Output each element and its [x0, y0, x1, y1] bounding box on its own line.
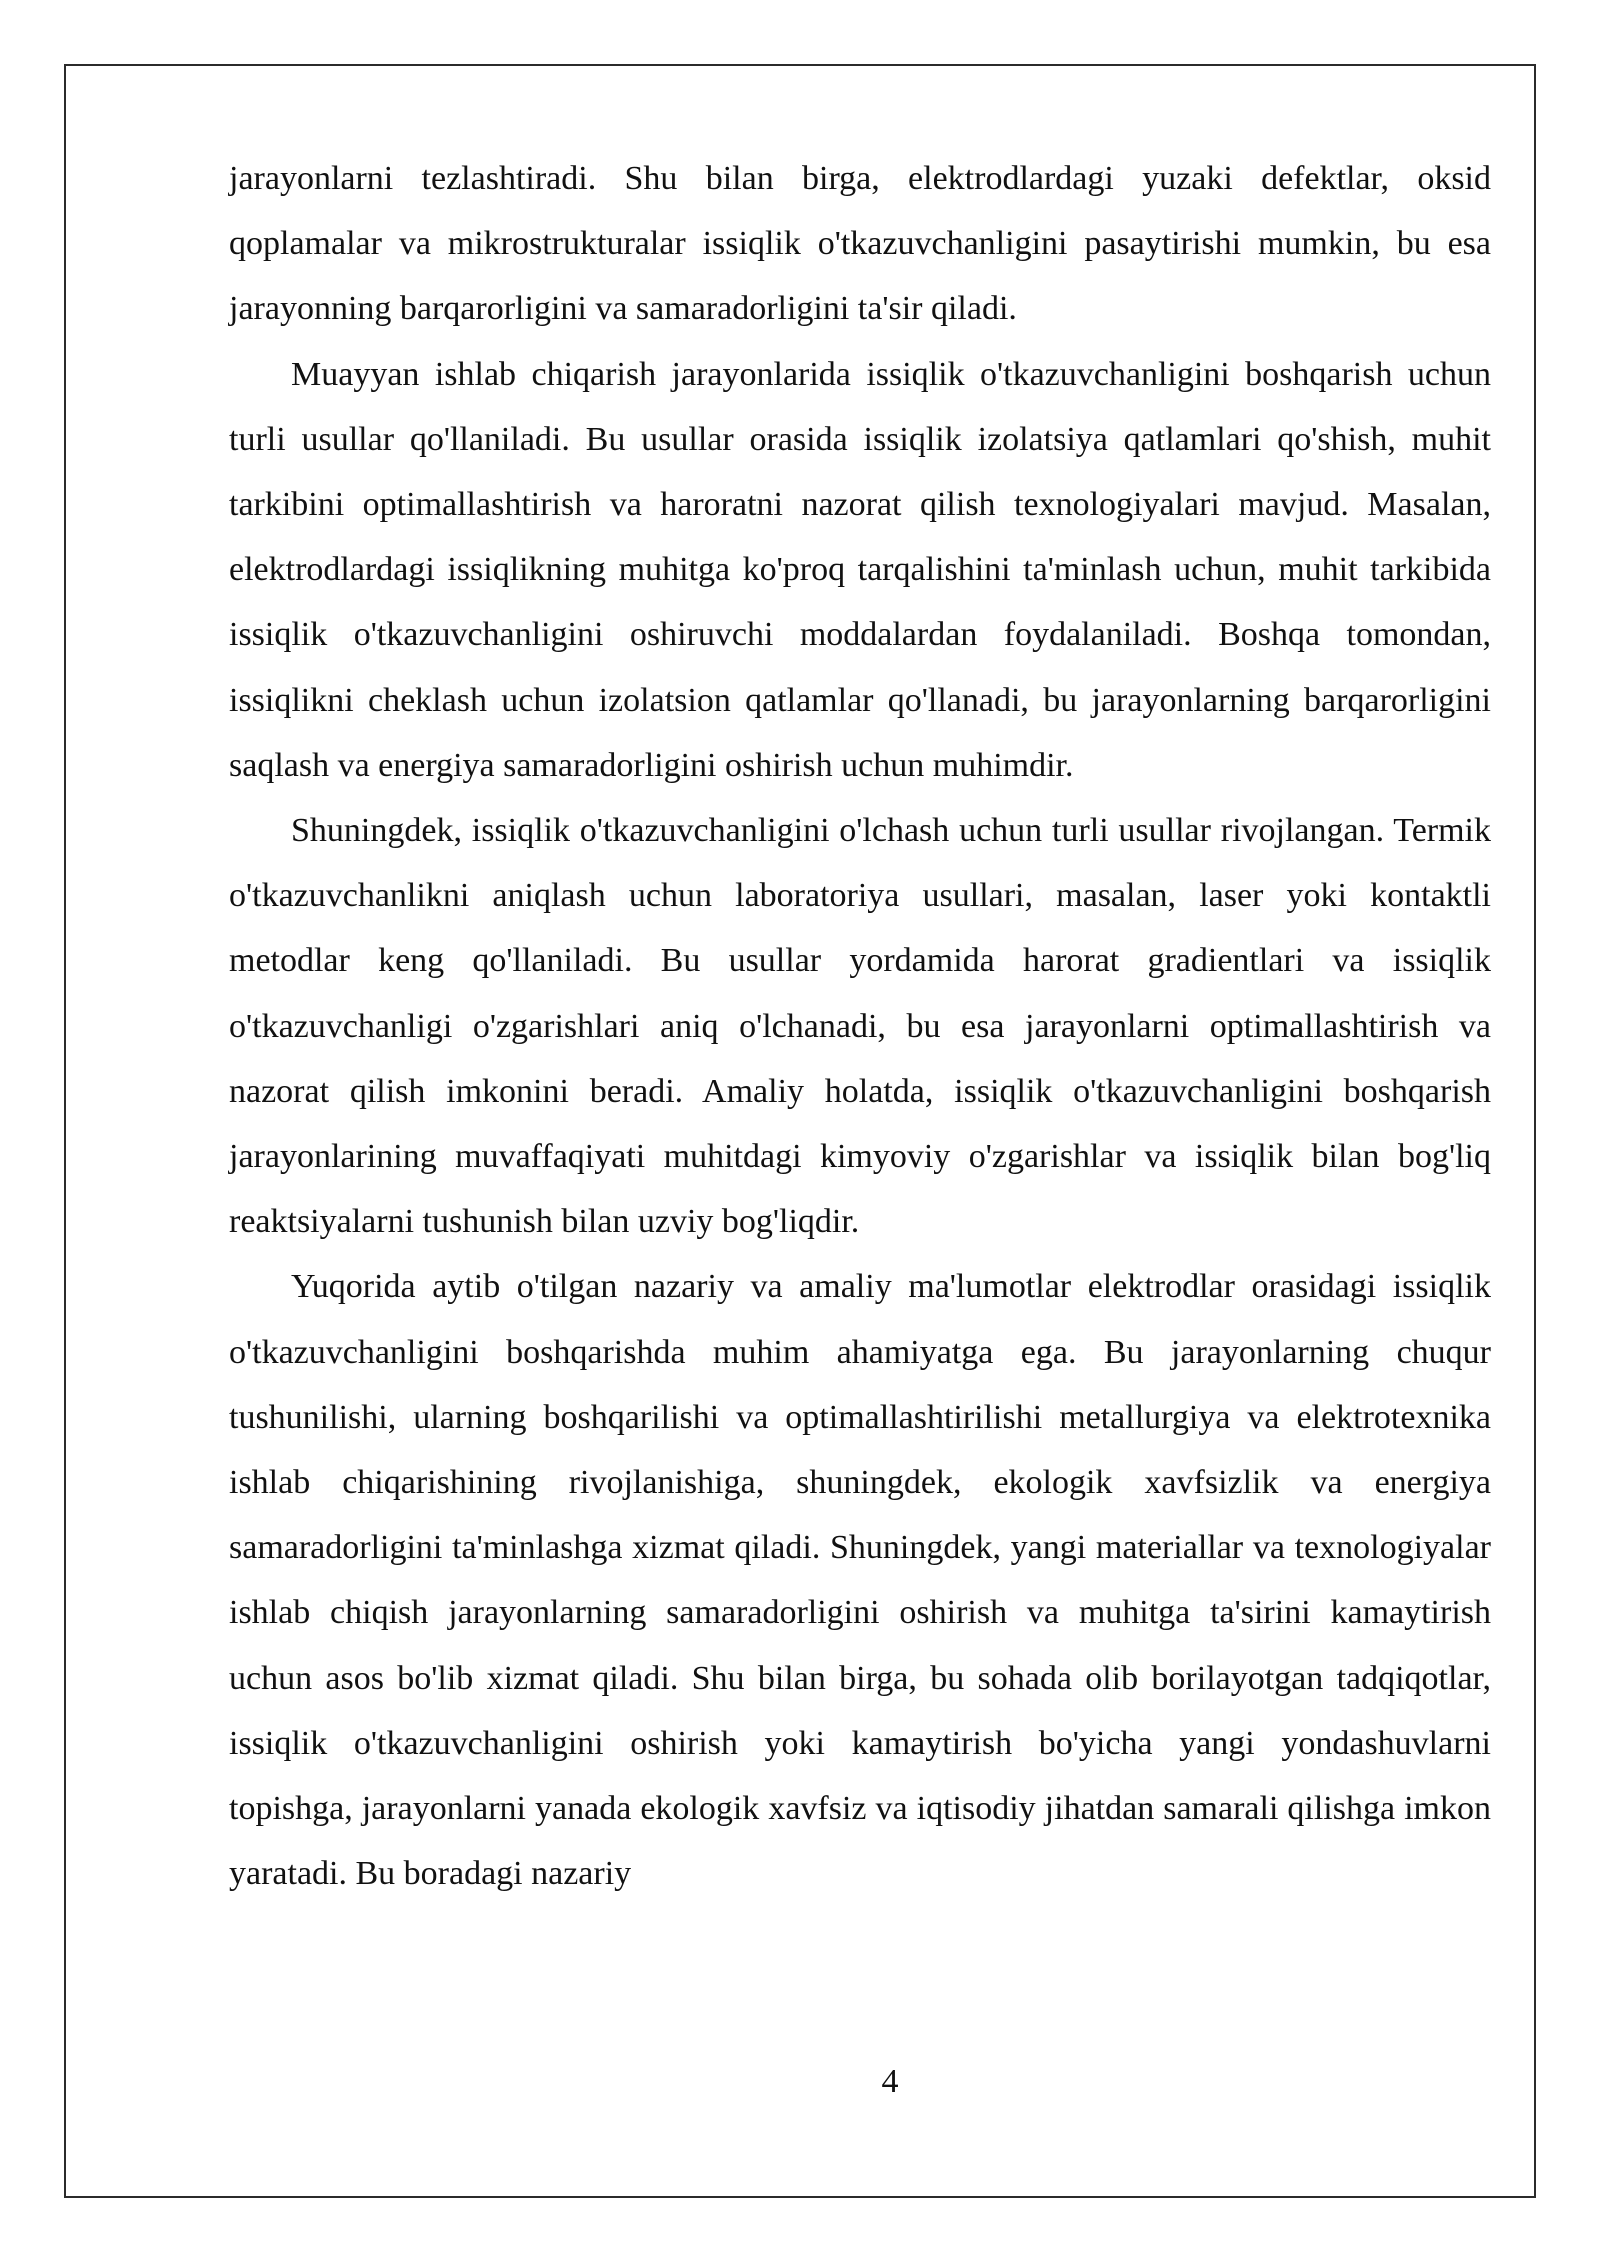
- page-number: 4: [881, 2063, 899, 2100]
- paragraph: Muayyan ishlab chiqarish jarayonlarida issiqlik o'tkazuvchanligini boshqarish uchun turli usullar qo'llaniladi. Bu usullar orasida issiqlik izolatsiya qatlamlari qo'shish, muhit tarkibini optimallashtirish va haroratni nazorat qilish texnologiyalari mavjud. Masalan, elektrodlardagi issiqlikning muhitga ko'proq tarqalishini ta'minlash uchun, muhit tarkibida issiqlik o'tkazuvchanligini oshiruvchi moddalardan foydalaniladi. Boshqa tomondan, issiqlikni cheklash uchun izolatsion qatlamlar qo'llanadi, bu jarayonlarning barqarorligini saqlash va energiya samaradorligini oshirish uchun muhimdir.: [229, 355, 1491, 784]
- document-body: [229, 146, 1491, 1906]
- paragraph: Yuqorida aytib o'tilgan nazariy va amaliy ma'lumotlar elektrodlar orasidagi issiqlik o'tkazuvchanligini boshqarishda muhim ahamiyatga ega. Bu jarayonlarning chuqur tushunilishi, ularning boshqarilishi va optimallashtirilishi metallurgiya va elektrotexnika ishlab chiqarishining rivojlanishiga, shuningdek, ekologik xavfsizlik va energiya samaradorligini ta'minlashga xizmat qiladi. Shuningdek, yangi materiallar va texnologiyalar ishlab chiqish jarayonlarning samaradorligini oshirish va muhitga ta'sirini kamaytirish uchun asos bo'lib xizmat qiladi. Shu bilan birga, bu sohada olib borilayotgan tadqiqotlar, issiqlik o'tkazuvchanligini oshirish yoki kamaytirish bo'yicha yangi yondashuvlarni topishga, jarayonlarni yanada ekologik xavfsiz va iqtisodiy jihatdan samarali qilishga imkon yaratadi. Bu boradagi nazariy: [229, 1268, 1491, 1893]
- paragraph-continued: jarayonlarni tezlashtiradi. Shu bilan birga, elektrodlardagi yuzaki defektlar, oksid qoplamalar va mikrostrukturalar issiqlik o'tkazuvchanligini pasaytirishi mumkin, bu esa jarayonning barqarorligini va samaradorligini ta'sir qiladi.: [229, 160, 1491, 328]
- paragraph: Shuningdek, issiqlik o'tkazuvchanligini o'lchash uchun turli usullar rivojlangan. Termik o'tkazuvchanlikni aniqlash uchun laboratoriya usullari, masalan, laser yoki kontaktli metodlar keng qo'llaniladi. Bu usullar yordamida harorat gradientlari va issiqlik o'tkazuvchanligi o'zgarishlari aniq o'lchanadi, bu esa jarayonlarni optimallashtirish va nazorat qilish imkonini beradi. Amaliy holatda, issiqlik o'tkazuvchanligini boshqarish jarayonlarining muvaffaqiyati muhitdagi kimyoviy o'zgarishlar va issiqlik bilan bog'liq reaktsiyalarni tushunish bilan uzviy bog'liqdir.: [229, 812, 1491, 1241]
